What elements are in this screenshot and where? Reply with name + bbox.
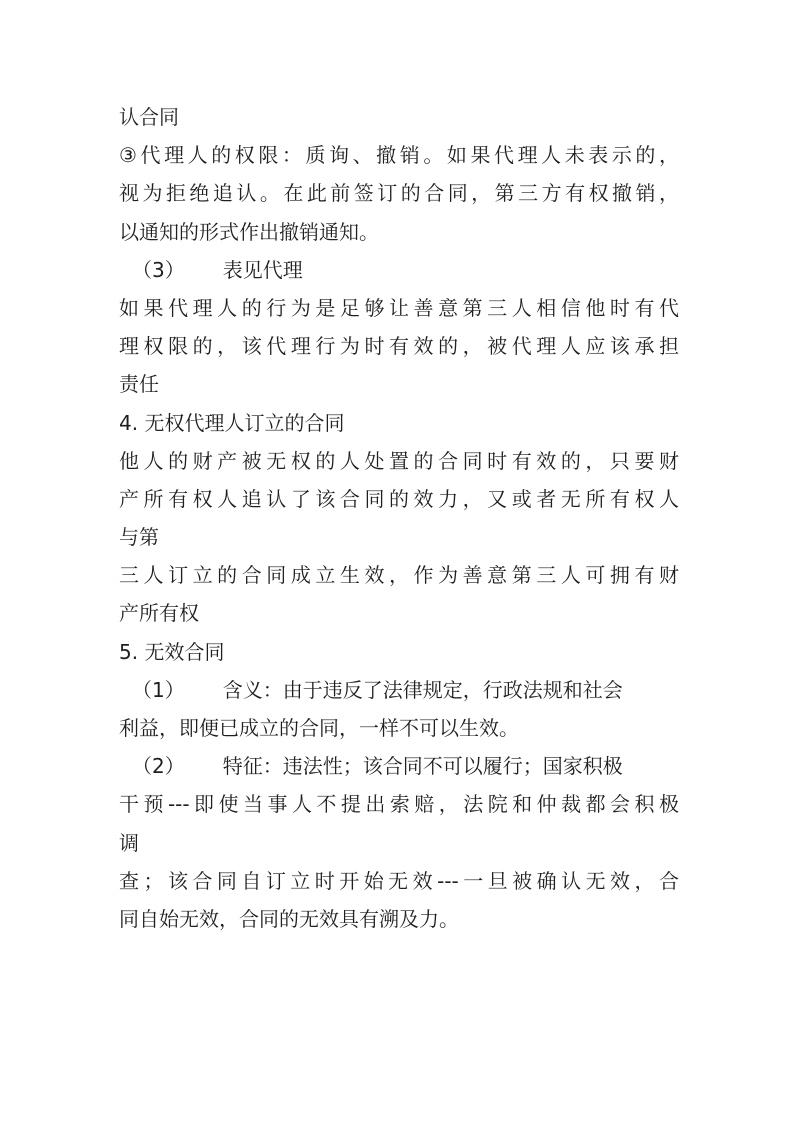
text-line-6: 如果代理人的行为是足够让善意第三人相信他时有代 xyxy=(119,295,679,320)
text-line-22: 调 xyxy=(119,830,139,855)
text-line-14: 产所有权 xyxy=(119,601,199,626)
text-line-8: 责任 xyxy=(119,372,159,397)
text-line-12: 与第 xyxy=(119,525,159,550)
section-heading-5: 5. 无效合同 xyxy=(119,639,225,664)
text-line-7: 理权限的，该代理行为时有效的，被代理人应该承担 xyxy=(119,334,679,359)
item-text: 含义：由于违反了法律规定，行政法规和社会 xyxy=(222,677,623,702)
text-line-24: 同自始无效，合同的无效具有溯及力。 xyxy=(119,906,459,931)
text-line-4: 以通知的形式作出撤销通知。 xyxy=(119,219,379,244)
text-line-1: 认合同 xyxy=(119,105,179,129)
item-number: （2） xyxy=(132,754,185,779)
text-line-10: 他人的财产被无权的人处置的合同时有效的，只要财 xyxy=(119,448,679,473)
text-line-18: 利益，即便已成立的合同，一样不可以生效。 xyxy=(119,716,519,740)
numbered-item-1 xyxy=(119,671,679,709)
text-line-3: 视为拒绝追认。在此前签订的合同，第三方有权撤销， xyxy=(119,181,679,206)
item-number: （3） xyxy=(132,257,185,282)
document-body xyxy=(119,98,679,938)
item-title: 表见代理 xyxy=(222,257,303,282)
numbered-item-2 xyxy=(119,747,679,785)
item-text: 特征：违法性；该合同不可以履行；国家积极 xyxy=(222,754,623,779)
text-line-21: 干预---即使当事人不提出索赔，法院和仲裁都会积极 xyxy=(119,792,679,817)
text-line-23: 查；该合同自订立时开始无效---一旦被确认无效，合 xyxy=(119,868,679,893)
item-number: （1） xyxy=(132,677,185,702)
text-line-11: 产所有权人追认了该合同的效力，又或者无所有权人 xyxy=(119,486,679,511)
text-line-13: 三人订立的合同成立生效，作为善意第三人可拥有财 xyxy=(119,563,679,588)
text-line-2: ③代理人的权限：质询、撤销。如果代理人未表示的， xyxy=(119,143,679,168)
numbered-item-3 xyxy=(119,251,679,289)
section-heading-4: 4. 无权代理人订立的合同 xyxy=(119,410,345,435)
